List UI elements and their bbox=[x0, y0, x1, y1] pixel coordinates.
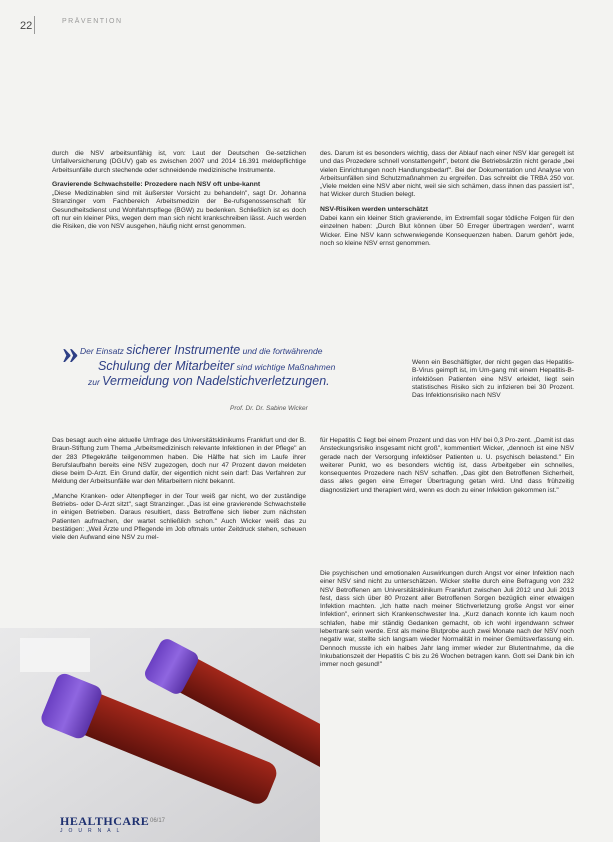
quote-text: Der Einsatz bbox=[80, 346, 127, 356]
quote-text: Vermeidung von Nadelstichverletzungen. bbox=[102, 374, 330, 388]
blood-sample-tubes-photo bbox=[0, 628, 320, 842]
paragraph: des. Darum ist es besonders wichtig, dass der Ablauf nach einer NSV klar geregelt ist und das Prozedere schnell vonstattengeht", betont die Betriebsärztin nicht gerade „bei vielen Einrichtungen noch Handlungsbedarf". Bei der Dokumentation und Analyse von Arbeitsunfällen sind Schutzmaßnahmen zu ergreifen. Das schreibt die TRBA 250 vor. „Viele melden eine NSV aber nicht, weil sie sich schämen, dass ihnen das passiert ist", hat Wicker durch Studien belegt. bbox=[320, 150, 574, 199]
quote-text: sicherer Instrumente bbox=[126, 343, 241, 357]
quote-text: und die fortwährende bbox=[240, 346, 323, 356]
paragraph: Wenn ein Beschäftigter, der nicht gegen das Hepatitis-B-Virus geimpft ist, im Um-gang mit einem Hepatitis-B-infektiösen Patienten eine NSV erleidet, liegt sein statistisches Risiko sich zu infizieren bei 30 Prozent. Das Infektionsrisiko nach NSV bbox=[412, 359, 574, 400]
paragraph: „Diese Medizinablen sind mit äußerster Vorsicht zu behandeln", sagt Dr. Johanna Stranzinger vom Fachbereich Arbeitsmedizin der Be-rufsgenossenschaft für Gesundheitsdienst und Wohlfahrtspflege (BGW) zu bedenken. Schließlich ist es doch oft nur ein kleiner Piks, wegen dem man sich nicht krankschreiben lässt. Auch werden die Risiken, die von NSV ausgehen, häufig nicht ernst genommen. bbox=[52, 190, 306, 231]
column-left-bottom bbox=[52, 437, 306, 549]
paragraph: durch die NSV arbeitsunfähig ist, von: Laut der Deutschen Ge-setzlichen Unfallversicherung (DGUV) gab es zwischen 2007 und 2014 16.391 meldepflichtige Arbeitsunfälle durch stechende oder schneidende medizinische Instrumente. bbox=[52, 150, 306, 174]
quote-text: zur bbox=[88, 377, 103, 387]
quote-text: sind wichtige Maßnahmen bbox=[234, 361, 336, 372]
header-divider bbox=[34, 16, 35, 34]
quote-text: Schulung der Mitarbeiter bbox=[98, 358, 235, 373]
paragraph: Das besagt auch eine aktuelle Umfrage des Universitätsklinikums Frankfurt und der B. Braun-Stiftung zum Thema „Arbeitsmedizinisch relevante Infektionen in der Pflege" an der 283 Pflegekräfte teilgenommen haben. Die Hälfte hat sich im Laufe ihrer Berufslaufbahn bereits eine NSV zugezogen, doch nur 47 Prozent davon meldeten diese beim D-Arzt. Ein Grund dafür, der eigentlich nicht sein darf: Das Verfahren zur Meldung der Arbeitsunfälle war den Mitarbeitern nicht bekannt. bbox=[52, 437, 306, 486]
paragraph: „Manche Kranken- oder Altenpfleger in der Tour weiß gar nicht, wo der zuständige Betriebs- oder D-Arzt sitzt", sagt Stranzinger. „Das ist eine gravierende Schwachstelle in einigen Betrieben. Daraus resultiert, dass Betroffene sich lieber zum nächsten Patienten aufmachen, der wartet schließlich schon." Auch Wicker weiß das zu bestätigen: „Weil Ärzte und Pflegende im Job oftmals unter Zeitdruck stehen, scheuen viele den Aufwand eine NSV zu mel- bbox=[52, 492, 306, 542]
paragraph: Dabei kann ein kleiner Stich gravierende, im Extremfall sogar tödliche Folgen für den einzelnen haben: „Durch Blut können über 50 Erreger übertragen werden", warnt Wicker. Eine NSV kann schwerwiegende Konsequenzen haben. Darum gehört jede, noch so kleine NSV ernst genommen. bbox=[320, 215, 574, 247]
section-tag: PRÄVENTION bbox=[62, 18, 123, 25]
paragraph: für Hepatitis C liegt bei einem Prozent und das von HIV bei 0,3 Pro-zent. „Damit ist das Ansteckungsrisiko insgesamt nicht groß", kommentiert Wicker, „dennoch ist eine NSV gerade nach der Versorgung infektiöser Patienten u. U. psychisch belastend." Ein weiterer Punkt, wo es besonders wichtig ist, dass Arbeitgeber ein schnelles, konsequentes Prozedere nach NSV schaffen. „Das gibt den Betroffenen Sicherheit, dass alles gegen eine Erreger Übertragung getan wird. Und dass frühzeitig diagnostiziert und therapiert wird, wenn es doch zu einer Infektion gekommen ist." bbox=[320, 437, 574, 494]
quote-author: Prof. Dr. Dr. Sabine Wicker bbox=[230, 405, 308, 412]
subheading: NSV-Risiken werden unterschätzt bbox=[320, 205, 429, 213]
issue-number: 06/17 bbox=[150, 818, 166, 824]
logo-subtext: JOURNAL bbox=[60, 828, 126, 834]
logo-text: HEALTHCARE bbox=[60, 814, 150, 828]
page-number: 22 bbox=[20, 20, 33, 32]
subheading: Gravierende Schwachstelle: Prozedere nach NSV oft unbe-kannt bbox=[52, 180, 261, 188]
column-left-top bbox=[52, 150, 306, 238]
column-right-top bbox=[320, 150, 574, 254]
pull-quote bbox=[80, 343, 370, 390]
column-right-bottom bbox=[320, 570, 574, 676]
quote-mark-icon: » bbox=[62, 334, 79, 371]
paragraph: Die psychischen und emotionalen Auswirkungen durch Angst vor einer Infektion nach einer NSV sind nicht zu unterschätzen. Wicker stellte durch eine Befragung von 232 NSV Betroffenen am Universitätsklinikum Frankfurt zwischen Juli 2012 und Juli 2013 fest, dass sich über 80 Prozent aller Betroffenen Sorgen bezüglich einer etwaigen Infektion machten. „Ich hatte nach meiner Stichverletzung große Angst vor einer Infektion", erinnert sich Krankenschwester Ina. „Kurz danach konnte ich kaum noch schlafen, habe mir ständig Gedanken gemacht, ob ich wohl irgendwann schwer lebertrank sein werde. Erst als meine Blutprobe auch zwei Monate nach der NSV noch negativ war, stellte sich langsam wieder Normalität in meiner Gemütsverfassung ein. Dennoch musste ich ein halbes Jahr lang immer wieder zur Blutentnahme, da die Inkubationszeit der Hepatitis C bis zu 26 Wochen betragen kann. Gott sei Dank bin ich immer noch gesund!" bbox=[320, 570, 574, 669]
journal-logo bbox=[60, 814, 149, 834]
